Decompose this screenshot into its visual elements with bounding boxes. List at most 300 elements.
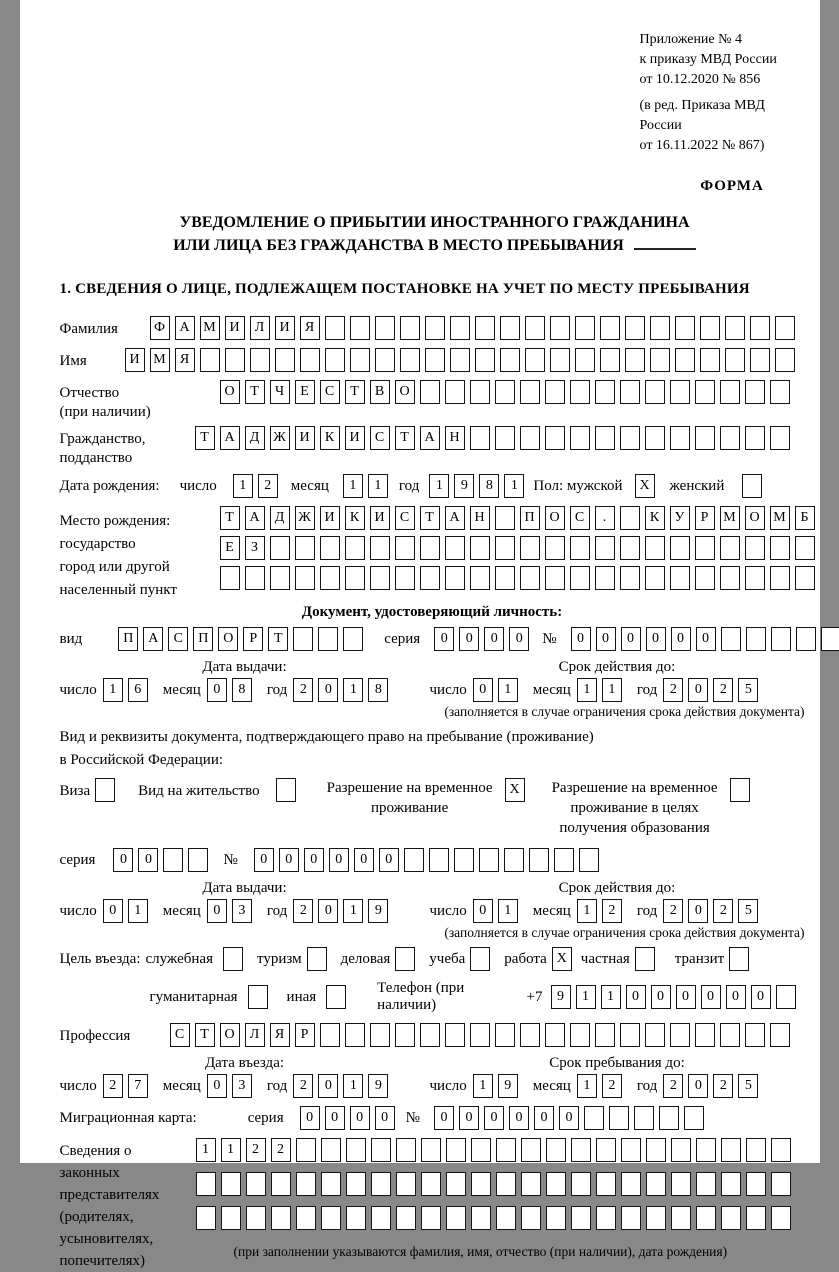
char-cell-filled[interactable]: Т — [245, 380, 265, 404]
char-cell-filled[interactable]: О — [220, 380, 240, 404]
char-cell-empty[interactable] — [320, 536, 340, 560]
char-cell-filled[interactable]: 0 — [329, 848, 349, 872]
char-cell-filled[interactable]: 0 — [304, 848, 324, 872]
char-cell-filled[interactable]: Ф — [150, 316, 170, 340]
char-cell-filled[interactable]: М — [770, 506, 790, 530]
char-cell-filled[interactable]: 0 — [318, 899, 338, 923]
char-cell-empty[interactable] — [620, 536, 640, 560]
char-cell-empty[interactable] — [570, 1023, 590, 1047]
char-cell-empty[interactable] — [307, 947, 327, 971]
char-cell-empty[interactable] — [470, 1023, 490, 1047]
char-cell-empty[interactable] — [295, 566, 315, 590]
char-cell-filled[interactable]: Д — [245, 426, 265, 450]
char-cell-empty[interactable] — [270, 536, 290, 560]
char-cell-empty[interactable] — [345, 566, 365, 590]
char-cell-filled[interactable]: 1 — [233, 474, 253, 498]
char-cell-filled[interactable]: 0 — [473, 899, 493, 923]
char-cell-empty[interactable] — [496, 1206, 516, 1230]
char-cell-empty[interactable] — [545, 426, 565, 450]
char-cell-empty[interactable] — [570, 566, 590, 590]
char-cell-empty[interactable] — [446, 1138, 466, 1162]
char-cell-empty[interactable] — [775, 316, 795, 340]
char-cell-empty[interactable] — [350, 348, 370, 372]
char-cell-empty[interactable] — [795, 566, 815, 590]
char-cell-empty[interactable] — [595, 1023, 615, 1047]
char-cell-empty[interactable] — [470, 426, 490, 450]
char-cell-empty[interactable] — [771, 627, 791, 651]
char-cell-empty[interactable] — [546, 1172, 566, 1196]
char-cell-empty[interactable] — [621, 1206, 641, 1230]
stay-month-boxes[interactable] — [577, 1074, 627, 1098]
char-cell-empty[interactable] — [420, 536, 440, 560]
char-cell-empty[interactable] — [445, 536, 465, 560]
char-cell-empty[interactable] — [475, 348, 495, 372]
char-cell-filled[interactable]: С — [170, 1023, 190, 1047]
char-cell-filled[interactable]: А — [420, 426, 440, 450]
char-cell-empty[interactable] — [395, 536, 415, 560]
char-cell-filled[interactable]: Е — [220, 536, 240, 560]
char-cell-empty[interactable] — [345, 536, 365, 560]
char-cell-empty[interactable] — [650, 348, 670, 372]
char-cell-empty[interactable] — [745, 380, 765, 404]
char-cell-empty[interactable] — [634, 1106, 654, 1130]
char-cell-filled[interactable]: 2 — [293, 678, 313, 702]
char-cell-filled[interactable]: 9 — [498, 1074, 518, 1098]
char-cell-filled[interactable]: 9 — [454, 474, 474, 498]
char-cell-empty[interactable] — [646, 1138, 666, 1162]
char-cell-filled[interactable]: 1 — [504, 474, 524, 498]
issue-day-boxes[interactable] — [103, 678, 153, 702]
char-cell-filled[interactable]: А — [175, 316, 195, 340]
char-cell-empty[interactable] — [479, 848, 499, 872]
char-cell-empty[interactable] — [571, 1138, 591, 1162]
birth-place-row2[interactable] — [220, 536, 820, 560]
char-cell-filled[interactable]: 2 — [663, 1074, 683, 1098]
char-cell-filled[interactable]: 1 — [577, 1074, 597, 1098]
char-cell-filled[interactable]: 5 — [738, 1074, 758, 1098]
char-cell-empty[interactable] — [670, 536, 690, 560]
char-cell-empty[interactable] — [571, 1172, 591, 1196]
char-cell-empty[interactable] — [495, 536, 515, 560]
char-cell-empty[interactable] — [645, 1023, 665, 1047]
char-cell-empty[interactable] — [346, 1138, 366, 1162]
char-cell-empty[interactable] — [720, 426, 740, 450]
char-cell-empty[interactable] — [371, 1206, 391, 1230]
char-cell-empty[interactable] — [671, 1206, 691, 1230]
char-cell-filled[interactable]: 1 — [128, 899, 148, 923]
char-cell-empty[interactable] — [795, 536, 815, 560]
char-cell-empty[interactable] — [575, 316, 595, 340]
purpose-study-checkbox[interactable] — [470, 947, 495, 971]
char-cell-empty[interactable] — [520, 426, 540, 450]
residence-issue-day-boxes[interactable] — [103, 899, 153, 923]
migration-number-boxes[interactable] — [434, 1106, 709, 1130]
valid-year-boxes[interactable] — [663, 678, 763, 702]
char-cell-filled[interactable]: 0 — [207, 678, 227, 702]
stay-day-boxes[interactable] — [473, 1074, 523, 1098]
edu-residence-checkbox[interactable] — [730, 778, 755, 802]
char-cell-filled[interactable]: 1 — [221, 1138, 241, 1162]
char-cell-empty[interactable] — [325, 348, 345, 372]
purpose-humanitarian-checkbox[interactable] — [248, 985, 273, 1009]
char-cell-empty[interactable] — [495, 380, 515, 404]
doc-number-boxes[interactable] — [571, 627, 839, 651]
char-cell-empty[interactable] — [745, 1023, 765, 1047]
char-cell-empty[interactable] — [370, 566, 390, 590]
char-cell-empty[interactable] — [370, 1023, 390, 1047]
char-cell-empty[interactable] — [425, 316, 445, 340]
char-cell-empty[interactable] — [529, 848, 549, 872]
char-cell-empty[interactable] — [520, 380, 540, 404]
char-cell-filled[interactable]: 0 — [626, 985, 646, 1009]
char-cell-empty[interactable] — [725, 348, 745, 372]
char-cell-empty[interactable] — [246, 1206, 266, 1230]
purpose-official-checkbox[interactable] — [223, 947, 248, 971]
visa-checkbox[interactable] — [95, 778, 120, 802]
char-cell-filled[interactable]: С — [395, 506, 415, 530]
char-cell-empty[interactable] — [496, 1138, 516, 1162]
char-cell-empty[interactable] — [320, 1023, 340, 1047]
char-cell-empty[interactable] — [454, 848, 474, 872]
char-cell-filled[interactable]: И — [275, 316, 295, 340]
char-cell-filled[interactable]: И — [125, 348, 145, 372]
residence-valid-month-boxes[interactable] — [577, 899, 627, 923]
char-cell-empty[interactable] — [600, 348, 620, 372]
char-cell-empty[interactable] — [675, 316, 695, 340]
char-cell-empty[interactable] — [550, 316, 570, 340]
char-cell-empty[interactable] — [645, 380, 665, 404]
char-cell-filled[interactable]: 0 — [473, 678, 493, 702]
doc-kind-boxes[interactable] — [118, 627, 368, 651]
char-cell-empty[interactable] — [220, 566, 240, 590]
char-cell-empty[interactable] — [546, 1206, 566, 1230]
char-cell-filled[interactable]: 0 — [688, 899, 708, 923]
purpose-business-checkbox[interactable] — [395, 947, 420, 971]
char-cell-empty[interactable] — [375, 348, 395, 372]
char-cell-filled[interactable]: 2 — [246, 1138, 266, 1162]
purpose-transit-checkbox[interactable] — [729, 947, 754, 971]
char-cell-empty[interactable] — [420, 1023, 440, 1047]
char-cell-filled[interactable]: 2 — [293, 1074, 313, 1098]
valid-month-boxes[interactable] — [577, 678, 627, 702]
char-cell-empty[interactable] — [250, 348, 270, 372]
char-cell-empty[interactable] — [771, 1138, 791, 1162]
char-cell-empty[interactable] — [620, 1023, 640, 1047]
char-cell-empty[interactable] — [196, 1172, 216, 1196]
char-cell-filled[interactable]: К — [645, 506, 665, 530]
issue-month-boxes[interactable] — [207, 678, 257, 702]
char-cell-filled[interactable]: 1 — [601, 985, 621, 1009]
char-cell-filled[interactable]: 2 — [602, 1074, 622, 1098]
char-cell-empty[interactable] — [196, 1206, 216, 1230]
char-cell-filled[interactable]: X — [552, 947, 572, 971]
entry-day-boxes[interactable] — [103, 1074, 153, 1098]
char-cell-empty[interactable] — [246, 1172, 266, 1196]
char-cell-filled[interactable]: 0 — [375, 1106, 395, 1130]
char-cell-empty[interactable] — [326, 985, 346, 1009]
surname-boxes[interactable] — [150, 316, 800, 340]
char-cell-filled[interactable]: О — [545, 506, 565, 530]
char-cell-empty[interactable] — [223, 947, 243, 971]
char-cell-empty[interactable] — [370, 536, 390, 560]
purpose-tourism-checkbox[interactable] — [307, 947, 332, 971]
char-cell-empty[interactable] — [745, 536, 765, 560]
char-cell-filled[interactable]: Л — [250, 316, 270, 340]
char-cell-empty[interactable] — [346, 1206, 366, 1230]
char-cell-empty[interactable] — [746, 1138, 766, 1162]
char-cell-empty[interactable] — [745, 566, 765, 590]
char-cell-empty[interactable] — [395, 566, 415, 590]
entry-month-boxes[interactable] — [207, 1074, 257, 1098]
char-cell-filled[interactable]: 0 — [509, 627, 529, 651]
char-cell-empty[interactable] — [221, 1206, 241, 1230]
char-cell-filled[interactable]: 8 — [368, 678, 388, 702]
char-cell-empty[interactable] — [775, 348, 795, 372]
residence-issue-year-boxes[interactable] — [293, 899, 393, 923]
valid-day-boxes[interactable] — [473, 678, 523, 702]
char-cell-empty[interactable] — [500, 316, 520, 340]
char-cell-empty[interactable] — [750, 348, 770, 372]
char-cell-empty[interactable] — [645, 426, 665, 450]
char-cell-empty[interactable] — [570, 380, 590, 404]
char-cell-empty[interactable] — [350, 316, 370, 340]
char-cell-empty[interactable] — [645, 536, 665, 560]
char-cell-filled[interactable]: 0 — [676, 985, 696, 1009]
char-cell-empty[interactable] — [400, 348, 420, 372]
char-cell-empty[interactable] — [545, 566, 565, 590]
char-cell-empty[interactable] — [395, 947, 415, 971]
char-cell-empty[interactable] — [496, 1172, 516, 1196]
char-cell-filled[interactable]: 8 — [232, 678, 252, 702]
char-cell-empty[interactable] — [621, 1138, 641, 1162]
char-cell-empty[interactable] — [546, 1138, 566, 1162]
char-cell-empty[interactable] — [746, 1206, 766, 1230]
char-cell-empty[interactable] — [375, 316, 395, 340]
char-cell-empty[interactable] — [821, 627, 839, 651]
char-cell-filled[interactable]: 2 — [602, 899, 622, 923]
char-cell-filled[interactable]: 9 — [368, 1074, 388, 1098]
char-cell-filled[interactable]: Р — [295, 1023, 315, 1047]
char-cell-empty[interactable] — [670, 566, 690, 590]
char-cell-empty[interactable] — [318, 627, 338, 651]
stay-year-boxes[interactable] — [663, 1074, 763, 1098]
char-cell-filled[interactable]: Ч — [270, 380, 290, 404]
char-cell-empty[interactable] — [770, 566, 790, 590]
char-cell-empty[interactable] — [696, 1172, 716, 1196]
char-cell-empty[interactable] — [720, 566, 740, 590]
char-cell-empty[interactable] — [771, 1172, 791, 1196]
char-cell-empty[interactable] — [750, 316, 770, 340]
char-cell-filled[interactable]: А — [220, 426, 240, 450]
char-cell-empty[interactable] — [720, 536, 740, 560]
char-cell-filled[interactable]: 0 — [459, 1106, 479, 1130]
option-edu-residence[interactable] — [552, 778, 755, 838]
option-residence-permit[interactable] — [138, 778, 300, 838]
char-cell-filled[interactable]: Р — [695, 506, 715, 530]
char-cell-empty[interactable] — [645, 566, 665, 590]
char-cell-filled[interactable]: Т — [220, 506, 240, 530]
profession-boxes[interactable] — [170, 1023, 795, 1047]
char-cell-filled[interactable]: 1 — [577, 899, 597, 923]
char-cell-empty[interactable] — [596, 1206, 616, 1230]
char-cell-empty[interactable] — [445, 1023, 465, 1047]
char-cell-filled[interactable]: Л — [245, 1023, 265, 1047]
residence-series-boxes[interactable] — [113, 848, 213, 872]
char-cell-empty[interactable] — [248, 985, 268, 1009]
char-cell-filled[interactable]: У — [670, 506, 690, 530]
residence-valid-day-boxes[interactable] — [473, 899, 523, 923]
char-cell-empty[interactable] — [796, 627, 816, 651]
char-cell-empty[interactable] — [620, 426, 640, 450]
birth-place-row3[interactable] — [220, 566, 820, 590]
char-cell-filled[interactable]: 3 — [232, 899, 252, 923]
char-cell-empty[interactable] — [296, 1206, 316, 1230]
char-cell-filled[interactable]: 0 — [651, 985, 671, 1009]
char-cell-empty[interactable] — [595, 566, 615, 590]
char-cell-empty[interactable] — [725, 316, 745, 340]
char-cell-empty[interactable] — [720, 1023, 740, 1047]
char-cell-empty[interactable] — [620, 380, 640, 404]
char-cell-empty[interactable] — [188, 848, 208, 872]
char-cell-filled[interactable]: 1 — [368, 474, 388, 498]
char-cell-empty[interactable] — [675, 348, 695, 372]
char-cell-empty[interactable] — [670, 1023, 690, 1047]
char-cell-empty[interactable] — [520, 1023, 540, 1047]
char-cell-filled[interactable]: Б — [795, 506, 815, 530]
char-cell-filled[interactable]: 2 — [663, 899, 683, 923]
char-cell-empty[interactable] — [770, 536, 790, 560]
char-cell-empty[interactable] — [343, 627, 363, 651]
char-cell-filled[interactable]: М — [200, 316, 220, 340]
char-cell-filled[interactable]: С — [168, 627, 188, 651]
char-cell-empty[interactable] — [400, 316, 420, 340]
char-cell-filled[interactable]: 6 — [128, 678, 148, 702]
char-cell-empty[interactable] — [696, 1138, 716, 1162]
char-cell-filled[interactable]: 0 — [207, 899, 227, 923]
char-cell-filled[interactable]: 0 — [696, 627, 716, 651]
char-cell-empty[interactable] — [200, 348, 220, 372]
char-cell-empty[interactable] — [504, 848, 524, 872]
char-cell-filled[interactable]: 0 — [509, 1106, 529, 1130]
char-cell-empty[interactable] — [321, 1206, 341, 1230]
char-cell-filled[interactable]: 2 — [663, 678, 683, 702]
char-cell-filled[interactable]: 5 — [738, 899, 758, 923]
char-cell-empty[interactable] — [620, 566, 640, 590]
char-cell-empty[interactable] — [600, 316, 620, 340]
char-cell-empty[interactable] — [275, 348, 295, 372]
char-cell-empty[interactable] — [270, 566, 290, 590]
char-cell-filled[interactable]: 0 — [103, 899, 123, 923]
char-cell-filled[interactable]: 1 — [103, 678, 123, 702]
char-cell-empty[interactable] — [520, 536, 540, 560]
char-cell-filled[interactable]: П — [520, 506, 540, 530]
option-visa[interactable] — [60, 778, 121, 838]
patronymic-boxes[interactable] — [220, 380, 795, 404]
char-cell-filled[interactable]: М — [150, 348, 170, 372]
char-cell-empty[interactable] — [670, 380, 690, 404]
char-cell-filled[interactable]: 0 — [701, 985, 721, 1009]
char-cell-empty[interactable] — [746, 1172, 766, 1196]
char-cell-empty[interactable] — [321, 1172, 341, 1196]
phone-boxes[interactable] — [551, 985, 801, 1009]
char-cell-empty[interactable] — [721, 1172, 741, 1196]
char-cell-empty[interactable] — [525, 348, 545, 372]
purpose-other-checkbox[interactable] — [326, 985, 351, 1009]
char-cell-filled[interactable]: . — [595, 506, 615, 530]
char-cell-empty[interactable] — [470, 536, 490, 560]
doc-series-boxes[interactable] — [434, 627, 534, 651]
char-cell-empty[interactable] — [471, 1172, 491, 1196]
char-cell-filled[interactable]: Я — [300, 316, 320, 340]
char-cell-empty[interactable] — [776, 985, 796, 1009]
char-cell-empty[interactable] — [635, 947, 655, 971]
residence-permit-checkbox[interactable] — [276, 778, 301, 802]
char-cell-filled[interactable]: П — [193, 627, 213, 651]
purpose-private-checkbox[interactable] — [635, 947, 660, 971]
char-cell-empty[interactable] — [695, 426, 715, 450]
char-cell-empty[interactable] — [395, 1023, 415, 1047]
char-cell-empty[interactable] — [446, 1206, 466, 1230]
char-cell-empty[interactable] — [520, 566, 540, 590]
char-cell-filled[interactable]: 1 — [498, 899, 518, 923]
char-cell-empty[interactable] — [295, 536, 315, 560]
char-cell-empty[interactable] — [721, 1206, 741, 1230]
char-cell-empty[interactable] — [570, 536, 590, 560]
char-cell-filled[interactable]: 0 — [254, 848, 274, 872]
char-cell-filled[interactable]: Е — [295, 380, 315, 404]
char-cell-empty[interactable] — [495, 426, 515, 450]
char-cell-empty[interactable] — [321, 1138, 341, 1162]
char-cell-filled[interactable]: 0 — [279, 848, 299, 872]
char-cell-empty[interactable] — [396, 1172, 416, 1196]
char-cell-empty[interactable] — [625, 348, 645, 372]
char-cell-empty[interactable] — [521, 1138, 541, 1162]
char-cell-empty[interactable] — [445, 380, 465, 404]
temp-residence-checkbox[interactable] — [505, 778, 530, 802]
char-cell-empty[interactable] — [730, 778, 750, 802]
char-cell-empty[interactable] — [525, 316, 545, 340]
char-cell-empty[interactable] — [276, 778, 296, 802]
char-cell-filled[interactable]: 2 — [103, 1074, 123, 1098]
char-cell-filled[interactable]: 2 — [293, 899, 313, 923]
char-cell-empty[interactable] — [695, 566, 715, 590]
char-cell-filled[interactable]: 0 — [559, 1106, 579, 1130]
char-cell-empty[interactable] — [271, 1206, 291, 1230]
char-cell-filled[interactable]: 9 — [368, 899, 388, 923]
char-cell-filled[interactable]: А — [245, 506, 265, 530]
representatives-row3[interactable] — [196, 1206, 796, 1230]
char-cell-empty[interactable] — [771, 1206, 791, 1230]
char-cell-empty[interactable] — [396, 1138, 416, 1162]
char-cell-empty[interactable] — [500, 348, 520, 372]
char-cell-empty[interactable] — [745, 426, 765, 450]
char-cell-filled[interactable]: 0 — [596, 627, 616, 651]
char-cell-empty[interactable] — [470, 566, 490, 590]
purpose-work-checkbox[interactable] — [552, 947, 577, 971]
char-cell-empty[interactable] — [670, 426, 690, 450]
char-cell-empty[interactable] — [450, 348, 470, 372]
char-cell-empty[interactable] — [421, 1206, 441, 1230]
char-cell-empty[interactable] — [575, 348, 595, 372]
char-cell-empty[interactable] — [609, 1106, 629, 1130]
char-cell-filled[interactable]: 1 — [577, 678, 597, 702]
char-cell-filled[interactable]: О — [745, 506, 765, 530]
char-cell-filled[interactable]: Д — [270, 506, 290, 530]
char-cell-empty[interactable] — [371, 1172, 391, 1196]
char-cell-filled[interactable]: 0 — [726, 985, 746, 1009]
char-cell-empty[interactable] — [293, 627, 313, 651]
char-cell-empty[interactable] — [770, 1023, 790, 1047]
